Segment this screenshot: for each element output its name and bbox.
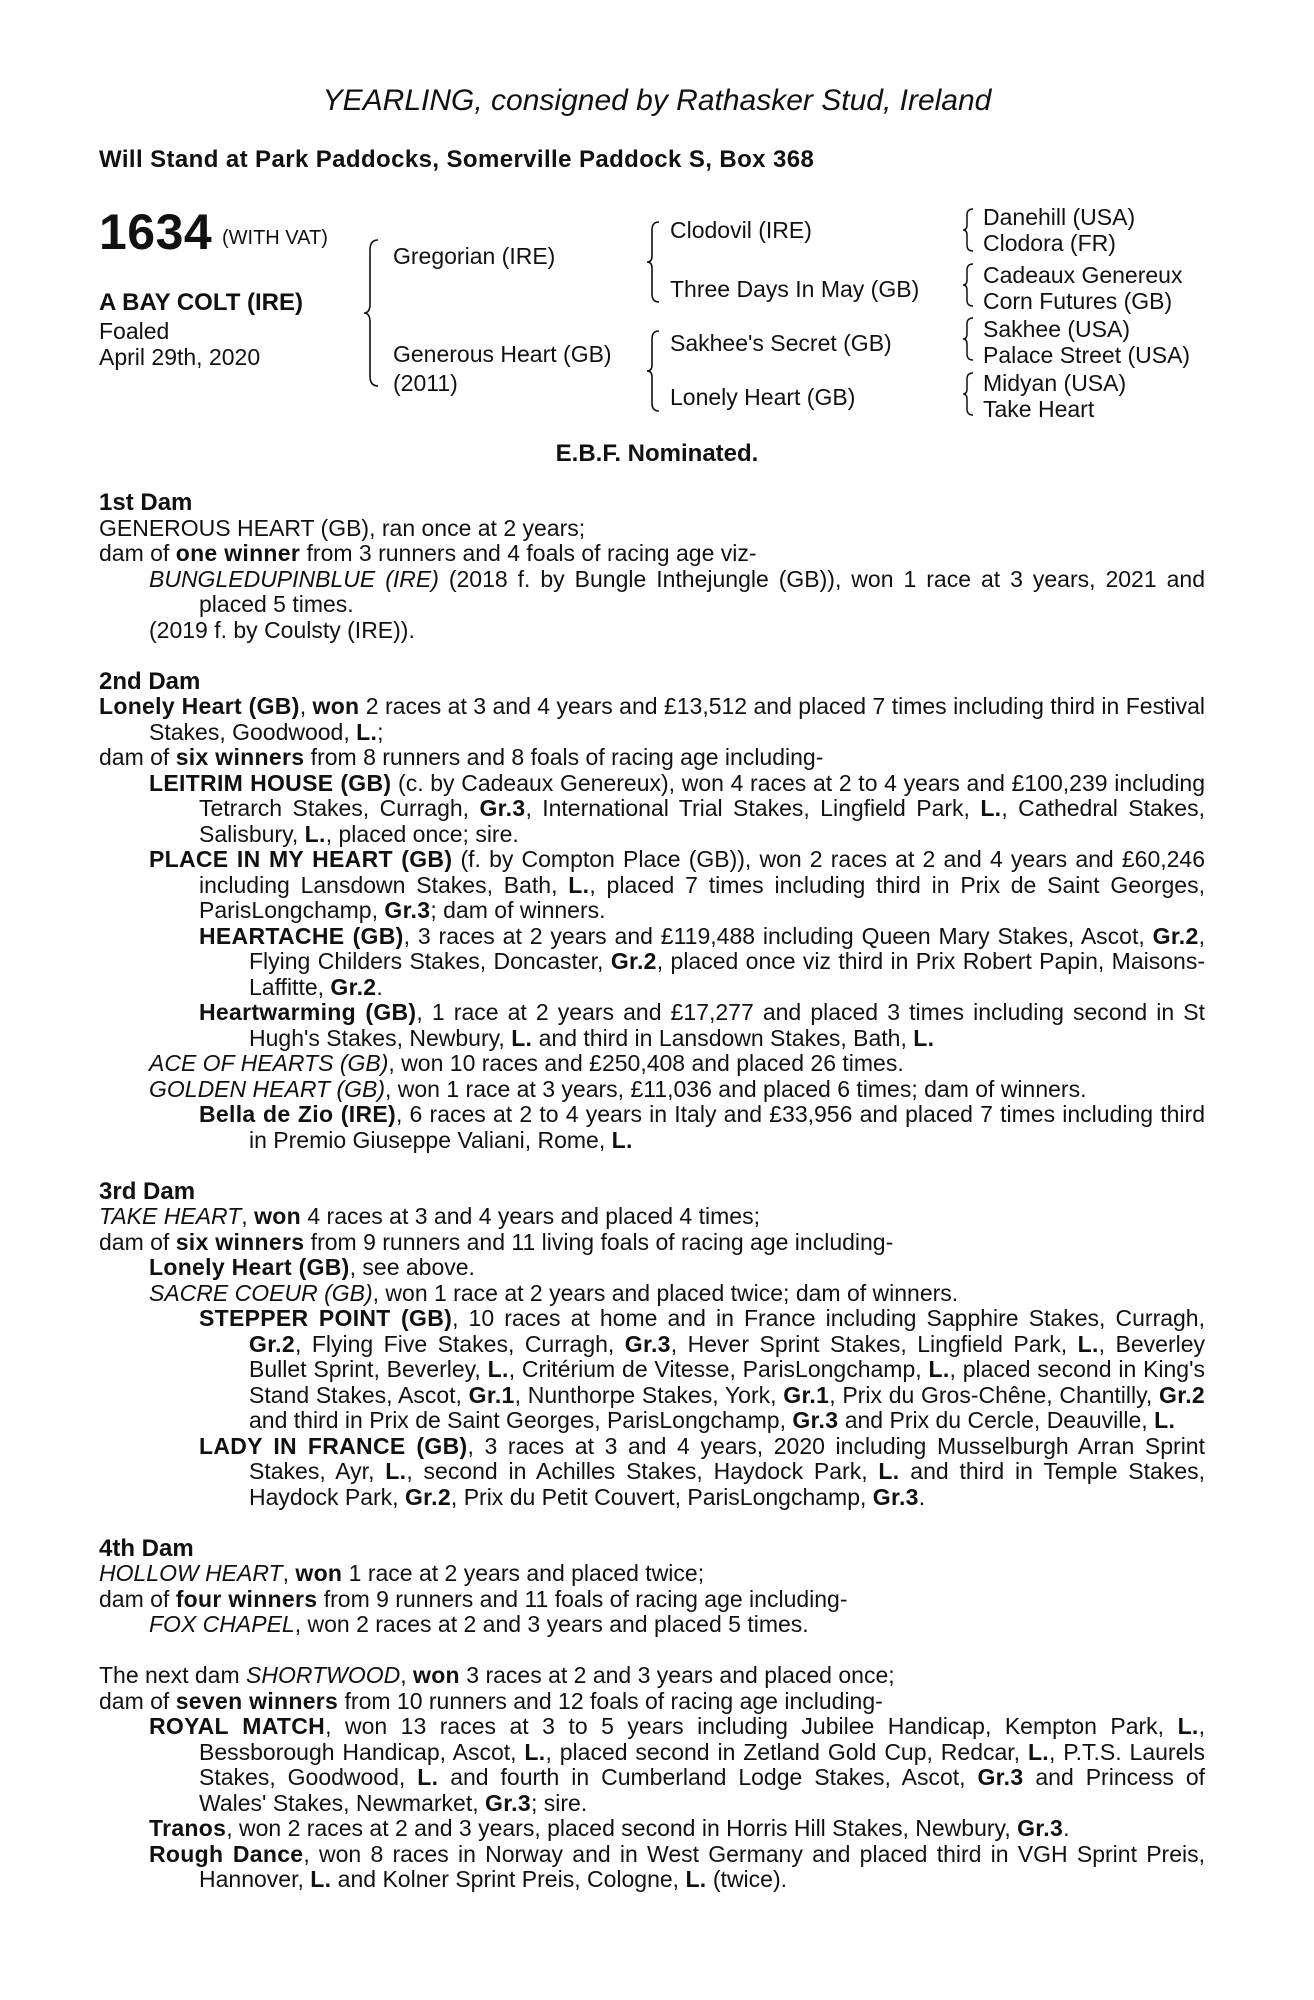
record-text: Bella de Zio (IRE)	[199, 1101, 396, 1127]
record-text: , placed once viz third in Prix Robert Papin, Maisons-Laffitte,	[249, 948, 1205, 1000]
record-text: (twice).	[706, 1866, 787, 1892]
record-paragraph	[99, 1663, 1205, 1689]
record-text: , Nunthorpe Stakes, York,	[514, 1381, 784, 1408]
foaled-label: Foaled	[99, 318, 170, 344]
record-text: HEARTACHE (GB)	[199, 922, 404, 949]
record-paragraph	[149, 1255, 1205, 1281]
record-text: Gr.3	[872, 1483, 919, 1510]
pedigree-sire-sire: Clodovil (IRE)	[670, 217, 812, 243]
record-text: from 3 runners and 4 foals of racing age viz-	[300, 540, 757, 566]
consignor-line: YEARLING, consigned by Rathasker Stud, Ireland	[322, 84, 992, 117]
record-paragraph	[99, 1689, 1205, 1715]
pedigree-sire-dam: Three Days In May (GB)	[670, 276, 920, 302]
pedigree-section	[99, 1153, 1205, 1510]
record-text: SACRE COEUR (GB)	[149, 1279, 373, 1306]
record-text: Gr.3	[479, 795, 526, 821]
pedigree-dam-year: (2011)	[393, 370, 458, 396]
record-text: , Hever Sprint Stakes, Lingfield Park,	[670, 1330, 1078, 1357]
record-text: Lonely Heart (GB)	[149, 1254, 350, 1280]
record-text: Gr.3	[485, 1789, 531, 1816]
record-text: and Princess of Wales' Stakes, Newmarket,	[199, 1764, 1206, 1816]
record-text: L.	[1154, 1407, 1176, 1433]
record-text: Gr.1	[783, 1381, 830, 1408]
section-heading: 4th Dam	[99, 1534, 194, 1562]
record-text: BUNGLEDUPINBLUE (IRE)	[149, 565, 439, 592]
record-text: Gr.3	[624, 1330, 671, 1357]
record-text: L.	[304, 820, 326, 847]
record-text: from 9 runners and 11 foals of racing age including-	[317, 1585, 848, 1612]
record-text: , Prix du Petit Couvert, ParisLongchamp,	[450, 1483, 873, 1510]
record-text: , won 13 races at 3 to 5 years including Jubilee Handicap, Kempton Park,	[325, 1713, 1178, 1739]
record-paragraph	[199, 1306, 1205, 1434]
record-text: from 10 runners and 12 foals of racing age including-	[338, 1687, 883, 1714]
record-text: from 8 runners and 8 foals of racing age including-	[304, 744, 824, 770]
record-text: dam of	[99, 1228, 176, 1255]
record-paragraph	[149, 1612, 1205, 1638]
pedigree-ssd: Clodora (FR)	[983, 230, 1116, 256]
pedigree-dsd: Palace Street (USA)	[983, 342, 1191, 368]
record-text: L.	[685, 1866, 707, 1892]
pedigree-ddd: Take Heart	[983, 396, 1095, 422]
record-paragraph	[149, 1077, 1205, 1103]
record-text: FOX CHAPEL	[149, 1611, 295, 1637]
record-text: .	[1063, 1815, 1070, 1841]
record-text: , Beverley Bullet Sprint, Beverley,	[249, 1330, 1206, 1382]
pedigree-section	[99, 1510, 1205, 1638]
pedigree-dam-sire: Sakhee's Secret (GB)	[670, 330, 892, 356]
record-text: L.	[417, 1764, 439, 1790]
pedigree-sire: Gregorian (IRE)	[393, 243, 556, 269]
record-text: , won 1 race at 2 years and placed twice; dam of winners.	[372, 1279, 959, 1306]
pedigree-section	[99, 643, 1205, 1153]
section-heading: 1st Dam	[99, 489, 193, 516]
record-text: GENEROUS HEART (GB), ran once at 2 years;	[99, 514, 586, 541]
record-text: HOLLOW HEART	[99, 1560, 283, 1586]
record-text: L.	[611, 1126, 633, 1153]
record-text: won	[254, 1203, 301, 1229]
record-text: .	[376, 973, 383, 1000]
record-text: , won 2 races at 2 and 3 years and placed 5 times.	[294, 1611, 809, 1637]
record-paragraph	[149, 1281, 1205, 1307]
record-text: seven winners	[175, 1687, 339, 1714]
record-text: Gr.2	[249, 1330, 295, 1357]
record-paragraph	[149, 1714, 1205, 1816]
record-text: .	[918, 1483, 926, 1510]
record-text: , won 10 races and £250,408 and placed 26 times.	[388, 1050, 904, 1076]
record-text: dam of	[99, 540, 176, 566]
section-heading: 3rd Dam	[99, 1177, 196, 1205]
pedigree-dds: Midyan (USA)	[983, 370, 1127, 396]
record-text: (c. by Cadeaux Genereux), won 4 races at 2 to 4 years and £100,239 including Tetrarch Stakes, Curragh,	[199, 769, 1205, 821]
record-text: dam of	[99, 1585, 176, 1612]
section-gap	[99, 643, 1205, 669]
record-text: from 9 runners and 11 living foals of racing age including-	[304, 1228, 894, 1255]
record-text: , 1 race at 2 years and £17,277 and placed 3 times including second in St Hugh's Stakes, Newbury,	[249, 999, 1206, 1051]
pedigree-sds: Cadeaux Genereux	[983, 262, 1183, 288]
record-text: , won 2 races at 2 and 3 years, placed second in Horris Hill Stakes, Newbury,	[226, 1815, 1018, 1841]
record-text: and third in Prix de Saint Georges, ParisLongchamp,	[249, 1407, 793, 1433]
pedigree-brace-sire	[645, 220, 661, 304]
record-text: (f. by Compton Place (GB)), won 2 races at 2 and 4 years and £60,246 including Lansdown Stakes, Bath,	[199, 846, 1205, 898]
record-text: Gr.2	[1152, 922, 1199, 949]
record-text: L.	[980, 795, 1002, 821]
record-text: L.	[913, 1024, 935, 1051]
record-text: , placed 7 times including third in Prix de Saint Georges, ParisLongchamp,	[199, 871, 1205, 923]
record-paragraph	[149, 618, 1205, 644]
record-text: L.	[1077, 1330, 1099, 1357]
record-text: L.	[524, 1738, 546, 1765]
record-text: L.	[356, 718, 378, 745]
record-text: and fourth in Cumberland Lodge Stakes, Ascot,	[438, 1764, 978, 1790]
record-text: Gr.3	[384, 897, 431, 923]
record-text: , 3 races at 3 and 4 years, 2020 including Musselburgh Arran Sprint Stakes, Ayr,	[249, 1432, 1205, 1484]
record-text: dam of	[99, 744, 176, 770]
record-text: Gr.2	[404, 1483, 451, 1510]
record-text: PLACE IN MY HEART (GB)	[149, 846, 453, 872]
record-paragraph	[149, 847, 1205, 924]
pedigree-brace-ss	[961, 207, 975, 253]
section-gap	[99, 1153, 1205, 1179]
record-text: , P.T.S. Laurels Stakes, Goodwood,	[199, 1738, 1205, 1790]
record-paragraph	[99, 1230, 1205, 1256]
record-text: STEPPER POINT (GB)	[199, 1305, 453, 1331]
record-paragraph	[199, 1000, 1205, 1051]
record-text: LADY IN FRANCE (GB)	[199, 1432, 468, 1459]
record-text: Gr.2	[610, 948, 657, 974]
record-paragraph	[99, 516, 1205, 542]
record-paragraph	[199, 1434, 1205, 1511]
pedigree-brace-dd	[961, 371, 975, 417]
pedigree-brace-dam	[645, 329, 661, 413]
record-text: L.	[310, 1866, 332, 1892]
record-text: L.	[487, 1356, 509, 1382]
record-text: and third in Temple Stakes, Haydock Park,	[249, 1458, 1206, 1510]
record-paragraph	[99, 745, 1205, 771]
record-text: one winner	[175, 540, 301, 566]
record-text: TAKE HEART	[99, 1203, 242, 1229]
record-text: four winners	[175, 1585, 318, 1612]
record-text: L.	[878, 1458, 900, 1484]
pedigree-sss: Danehill (USA)	[983, 204, 1136, 230]
record-text: L.	[928, 1356, 950, 1382]
record-text: ,	[400, 1662, 413, 1688]
record-text: Heartwarming (GB)	[199, 999, 417, 1025]
record-text: , placed once; sire.	[325, 820, 519, 847]
record-text: and Kolner Sprint Preis, Cologne,	[331, 1866, 686, 1892]
record-text: (2019 f. by Coulsty (IRE)).	[149, 616, 415, 643]
pedigree-brace-main	[362, 238, 380, 388]
lot-number: 1634	[99, 204, 213, 260]
record-text: L.	[385, 1458, 407, 1484]
foaled-date: April 29th, 2020	[99, 344, 261, 370]
record-text: ;	[377, 718, 384, 745]
record-text: and Prix du Cercle, Deauville,	[838, 1407, 1155, 1433]
record-paragraph	[149, 567, 1205, 618]
record-text: , 6 races at 2 to 4 years in Italy and £33,956 and placed 7 times including third in Premio Giuseppe Valiani, Rome,	[249, 1101, 1205, 1153]
record-text: dam of	[99, 1687, 176, 1714]
lot-vat: (WITH VAT)	[222, 227, 328, 249]
record-text: , placed second in Zetland Gold Cup, Redcar,	[545, 1738, 1028, 1765]
record-paragraph	[149, 1816, 1205, 1842]
record-text: 1 race at 2 years and placed twice;	[342, 1560, 705, 1586]
section-gap	[99, 1510, 1205, 1536]
pedigree-dam-dam: Lonely Heart (GB)	[670, 384, 856, 410]
record-paragraph	[99, 1204, 1205, 1230]
record-text: ,	[299, 693, 313, 719]
record-text: , won 1 race at 3 years, £11,036 and placed 6 times; dam of winners.	[385, 1075, 1087, 1102]
record-text: , see above.	[349, 1254, 475, 1280]
pedigree-dss: Sakhee (USA)	[983, 316, 1131, 342]
record-paragraph	[149, 1842, 1205, 1893]
record-text: , placed second in King's Stand Stakes, Ascot,	[249, 1356, 1205, 1408]
record-text: , second in Achilles Stakes, Haydock Park,	[406, 1458, 879, 1484]
pedigree-brace-ds	[961, 316, 975, 362]
record-text: Gr.2	[1159, 1381, 1206, 1408]
record-text: 3 races at 2 and 3 years and placed once;	[459, 1662, 895, 1688]
record-paragraph	[99, 1587, 1205, 1613]
record-paragraph	[199, 1102, 1205, 1153]
record-text: Gr.3	[792, 1407, 839, 1433]
record-text: , Bessborough Handicap, Ascot,	[199, 1713, 1205, 1765]
record-text: , Cathedral Stakes, Salisbury,	[199, 795, 1205, 847]
record-text: Gr.2	[330, 973, 377, 1000]
record-text: Gr.3	[977, 1764, 1024, 1790]
section-gap	[99, 1638, 1205, 1664]
ebf-nomination: E.B.F. Nominated.	[555, 440, 759, 467]
record-text: , Flying Five Stakes, Curragh,	[294, 1330, 625, 1357]
record-text: ,	[241, 1203, 255, 1229]
pedigree-section	[99, 1638, 1205, 1893]
record-paragraph	[149, 1051, 1205, 1077]
record-text: 4 races at 3 and 4 years and placed 4 times;	[300, 1203, 760, 1229]
section-heading: 2nd Dam	[99, 667, 201, 695]
record-text: Rough Dance	[149, 1840, 304, 1867]
record-paragraph	[99, 694, 1205, 745]
record-text: , 10 races at home and in France including Sapphire Stakes, Curragh,	[452, 1305, 1205, 1331]
record-text: L.	[1027, 1738, 1049, 1765]
record-text: Gr.1	[468, 1381, 515, 1408]
record-text: Gr.3	[1017, 1815, 1064, 1841]
record-paragraph	[99, 541, 1205, 567]
record-text: Lonely Heart (GB)	[99, 693, 300, 719]
record-text: The next dam	[99, 1662, 247, 1688]
record-text: ,	[282, 1560, 296, 1586]
record-text: , Critérium de Vitesse, ParisLongchamp,	[508, 1356, 929, 1382]
record-text: ; dam of winners.	[430, 897, 606, 923]
record-text: (2018 f. by Bungle Inthejungle (GB)), won 1 race at 3 years, 2021 and placed 5 times.	[199, 565, 1205, 617]
record-text: , International Trial Stakes, Lingfield Park,	[525, 795, 981, 821]
pedigree-sdd: Corn Futures (GB)	[983, 288, 1173, 314]
horse-description: A BAY COLT (IRE)	[99, 289, 304, 316]
record-text: ; sire.	[530, 1789, 588, 1816]
record-text: GOLDEN HEART (GB)	[149, 1075, 385, 1102]
record-text: six winners	[175, 1228, 305, 1255]
record-text: Tranos	[149, 1815, 227, 1841]
record-text: , 3 races at 2 years and £119,488 including Queen Mary Stakes, Ascot,	[403, 922, 1153, 949]
record-text: , Flying Childers Stakes, Doncaster,	[249, 922, 1205, 974]
record-paragraph	[99, 1561, 1205, 1587]
record-text: LEITRIM HOUSE (GB)	[149, 769, 392, 796]
record-text: won	[295, 1560, 343, 1586]
record-text: L.	[511, 1024, 533, 1051]
record-text: won	[413, 1662, 460, 1688]
record-text: ROYAL MATCH	[149, 1713, 326, 1739]
record-text: , Prix du Gros-Chêne, Chantilly,	[829, 1381, 1160, 1408]
record-text: won	[312, 693, 360, 719]
pedigree-dam: Generous Heart (GB)	[393, 341, 612, 367]
record-text: and third in Lansdown Stakes, Bath,	[532, 1024, 914, 1051]
record-text: L.	[1177, 1713, 1199, 1739]
record-text: 2 races at 3 and 4 years and £13,512 and placed 7 times including third in Festival Stakes, Goodwood,	[149, 693, 1205, 745]
record-text: L.	[568, 871, 590, 898]
stand-location: Will Stand at Park Paddocks, Somerville Paddock S, Box 368	[99, 146, 815, 173]
pedigree-section	[99, 490, 1205, 643]
record-text: six winners	[175, 744, 305, 770]
record-text: , won 8 races in Norway and in West Germany and placed third in VGH Sprint Preis, Hannover,	[199, 1840, 1205, 1892]
record-text: SHORTWOOD	[246, 1662, 401, 1688]
produce-record	[99, 490, 1205, 1893]
record-paragraph	[149, 771, 1205, 848]
record-paragraph	[199, 924, 1205, 1001]
record-text: ACE OF HEARTS (GB)	[149, 1050, 389, 1076]
pedigree-brace-sd	[961, 262, 975, 308]
